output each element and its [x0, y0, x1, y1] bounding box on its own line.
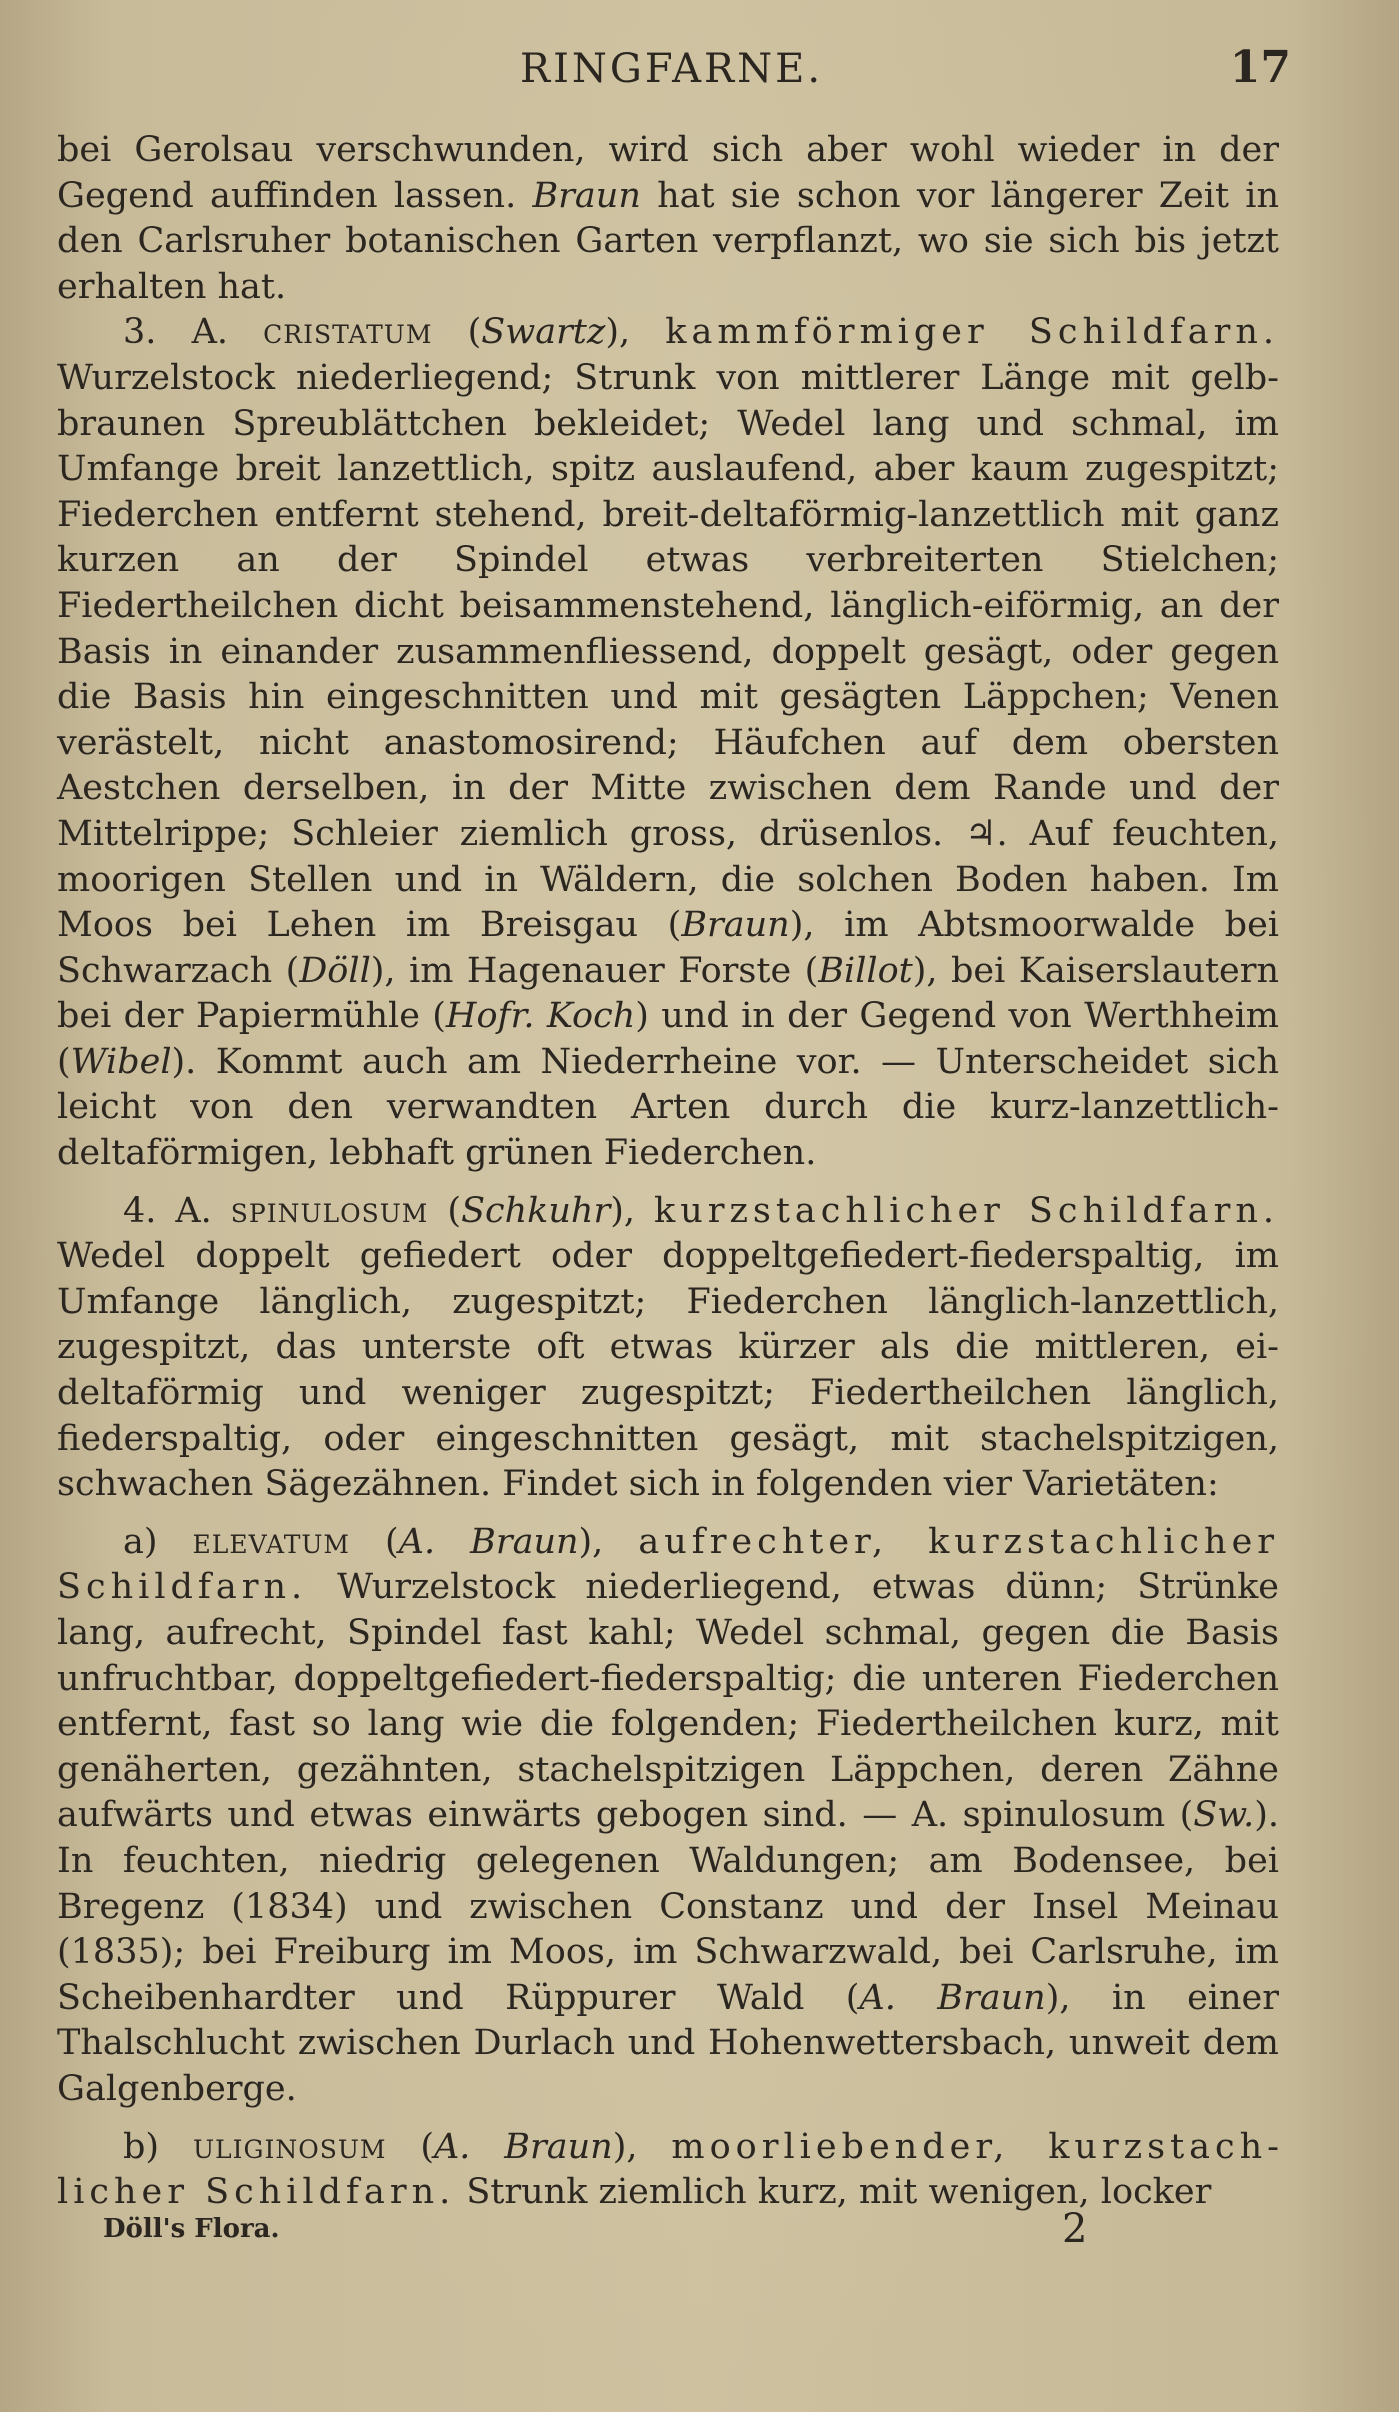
author-citation: Döll: [299, 950, 371, 991]
running-title: RINGFARNE.: [520, 46, 824, 92]
species-number: 4. A.: [123, 1190, 231, 1231]
description: Wurzelstock niederliegend, etwas dünn; Strünke lang, aufrecht, Spindel fast kahl; Wedel schmal, gegen die Basis unfruchtbar, doppeltgefiedert-fiederspaltig; die unteren Fiederchen entfernt, fast so lang wie die folgenden; Fiedertheilchen kurz, mit genäherten, gezähnten, stachelspitzigen Läppchen, deren Zähne aufwärts und etwas einwärts gebogen sind. — A. spinulosum (: [57, 1567, 1279, 1836]
text: (: [428, 1190, 462, 1231]
common-name: kammförmiger Schildfarn.: [665, 312, 1280, 353]
species-entry-spinulosum: [57, 1189, 1279, 1508]
species-name: cristatum: [263, 312, 433, 353]
text: (: [350, 1521, 399, 1562]
text: ),: [578, 1521, 639, 1562]
text: ). In feuchten, niedrig gelegenen Waldungen; am Bodensee, bei Bregenz (1834) und zwischen Constanz und der Insel Meinau (1835); bei Freiburg im Moos, im Schwarzwald, bei Carlsruhe, im Scheibenhardter und Rüppurer Wald (: [57, 1795, 1279, 2018]
text: ),: [610, 1190, 654, 1231]
common-name: moorliebender, kurzstachlicher Schildfarn.: [57, 2126, 1279, 2213]
text: ),: [605, 312, 666, 353]
author-citation: Schkuhr: [461, 1190, 611, 1231]
variety-entry-uliginosum: [57, 2125, 1279, 2216]
text: ),: [612, 2126, 672, 2167]
author-citation: A. Braun: [434, 2126, 613, 2167]
text: ), im Hagenauer Forste (: [370, 950, 819, 991]
text: (: [432, 312, 482, 353]
variety-name: elevatum: [192, 1521, 351, 1562]
author-citation: Billot: [818, 950, 913, 991]
variety-label: a): [123, 1521, 193, 1562]
text: bei Gerolsau verschwunden, wird sich aber wohl wieder in der Gegend auffinden lassen.: [57, 130, 1279, 216]
variety-entry-elevatum: [57, 1520, 1279, 2113]
description: Wedel doppelt gefiedert oder doppeltgefiedert-fiederspaltig, im Umfange länglich, zugespitzt; Fiederchen länglich-lanzettlich, zugespitzt, das unterste oft etwas kürzer als die mittleren, eideltaförmig und weniger zugespitzt; Fiedertheilchen länglich, fiederspaltig, oder eingeschnitten gesägt, mit stachelspitzigen, schwachen Sägezähnen. Findet sich in folgenden vier Varietäten:: [57, 1236, 1279, 1505]
sheet-mark: 2: [1062, 2206, 1088, 2252]
text: ) und in der Gegend von Werthheim (: [57, 996, 1279, 1082]
author-citation: Sw.: [1193, 1795, 1255, 1836]
species-entry-cristatum: [57, 310, 1279, 1176]
text: hat sie schon vor längerer Zeit in den Carlsruher botanischen Garten verpflanzt, wo sie sich bis jetzt erhalten hat.: [57, 175, 1279, 307]
author-citation: Wibel: [70, 1041, 172, 1082]
text: ), bei Kaiserslautern bei der Papiermühle (: [57, 950, 1279, 1037]
description: Strunk ziemlich kurz, mit wenigen, locker: [455, 2172, 1212, 2213]
page-number: 17: [1229, 42, 1291, 93]
author-citation: Braun: [681, 905, 790, 946]
description: Wurzelstock niederliegend; Strunk von mittlerer Länge mit gelbbraunen Spreublättchen bekleidet; Wedel lang und schmal, im Umfange breit lanzettlich, spitz auslaufend, aber kaum zugespitzt; Fiederchen entfernt stehend, breit-deltaförmig-lanzettlich mit ganz kurzen an der Spindel etwas verbreiterten Stielchen; Fiedertheilchen dicht beisammenstehend, länglich-eiförmig, an der Basis in einander zusammenfliessend, doppelt gesägt, oder gegen die Basis hin eingeschnitten und mit gesägten Läppchen; Venen verästelt, nicht anastomosirend; Häufchen auf dem obersten Aestchen derselben, in der Mitte zwischen dem Rande und der Mittelrippe; Schleier ziemlich gross, drüsenlos. ♃. Auf feuchten, moorigen Stellen und in Wäldern, die solchen Boden haben. Im Moos bei Lehen im Breisgau (: [57, 357, 1279, 946]
variety-label: b): [123, 2126, 193, 2167]
species-name: spinulosum: [230, 1190, 429, 1231]
variety-name: uliginosum: [192, 2126, 387, 2167]
author-citation: A. Braun: [859, 1977, 1046, 2018]
page-header: [0, 40, 1399, 100]
author-citation: Hofr. Koch: [445, 996, 636, 1037]
species-number: 3. A.: [123, 312, 264, 353]
text: ), in einer Thalschlucht zwischen Durlach und Hohenwettersbach, unweit dem Galgenberge.: [57, 1977, 1279, 2109]
author-citation: Swartz: [481, 312, 606, 353]
page-footer: [0, 2206, 1399, 2256]
text: (: [386, 2126, 435, 2167]
text: ), im Abtsmoorwalde bei Schwarzach (: [57, 905, 1279, 991]
common-name: aufrechter, kurzstachlicher Schildfarn.: [57, 1521, 1280, 1608]
printer-signature: Döll's Flora.: [103, 2214, 280, 2244]
page-body: [57, 128, 1279, 2216]
author-citation: Braun: [532, 175, 641, 216]
author-citation: A. Braun: [398, 1521, 579, 1562]
paragraph-continued: [57, 128, 1279, 310]
common-name: kurzstachlicher Schildfarn.: [653, 1190, 1280, 1231]
text: ). Kommt auch am Niederrheine vor. — Unterscheidet sich leicht von den verwandten Arten durch die kurz-lanzettlich-deltaförmigen, lebhaft grünen Fiederchen.: [57, 1041, 1279, 1174]
